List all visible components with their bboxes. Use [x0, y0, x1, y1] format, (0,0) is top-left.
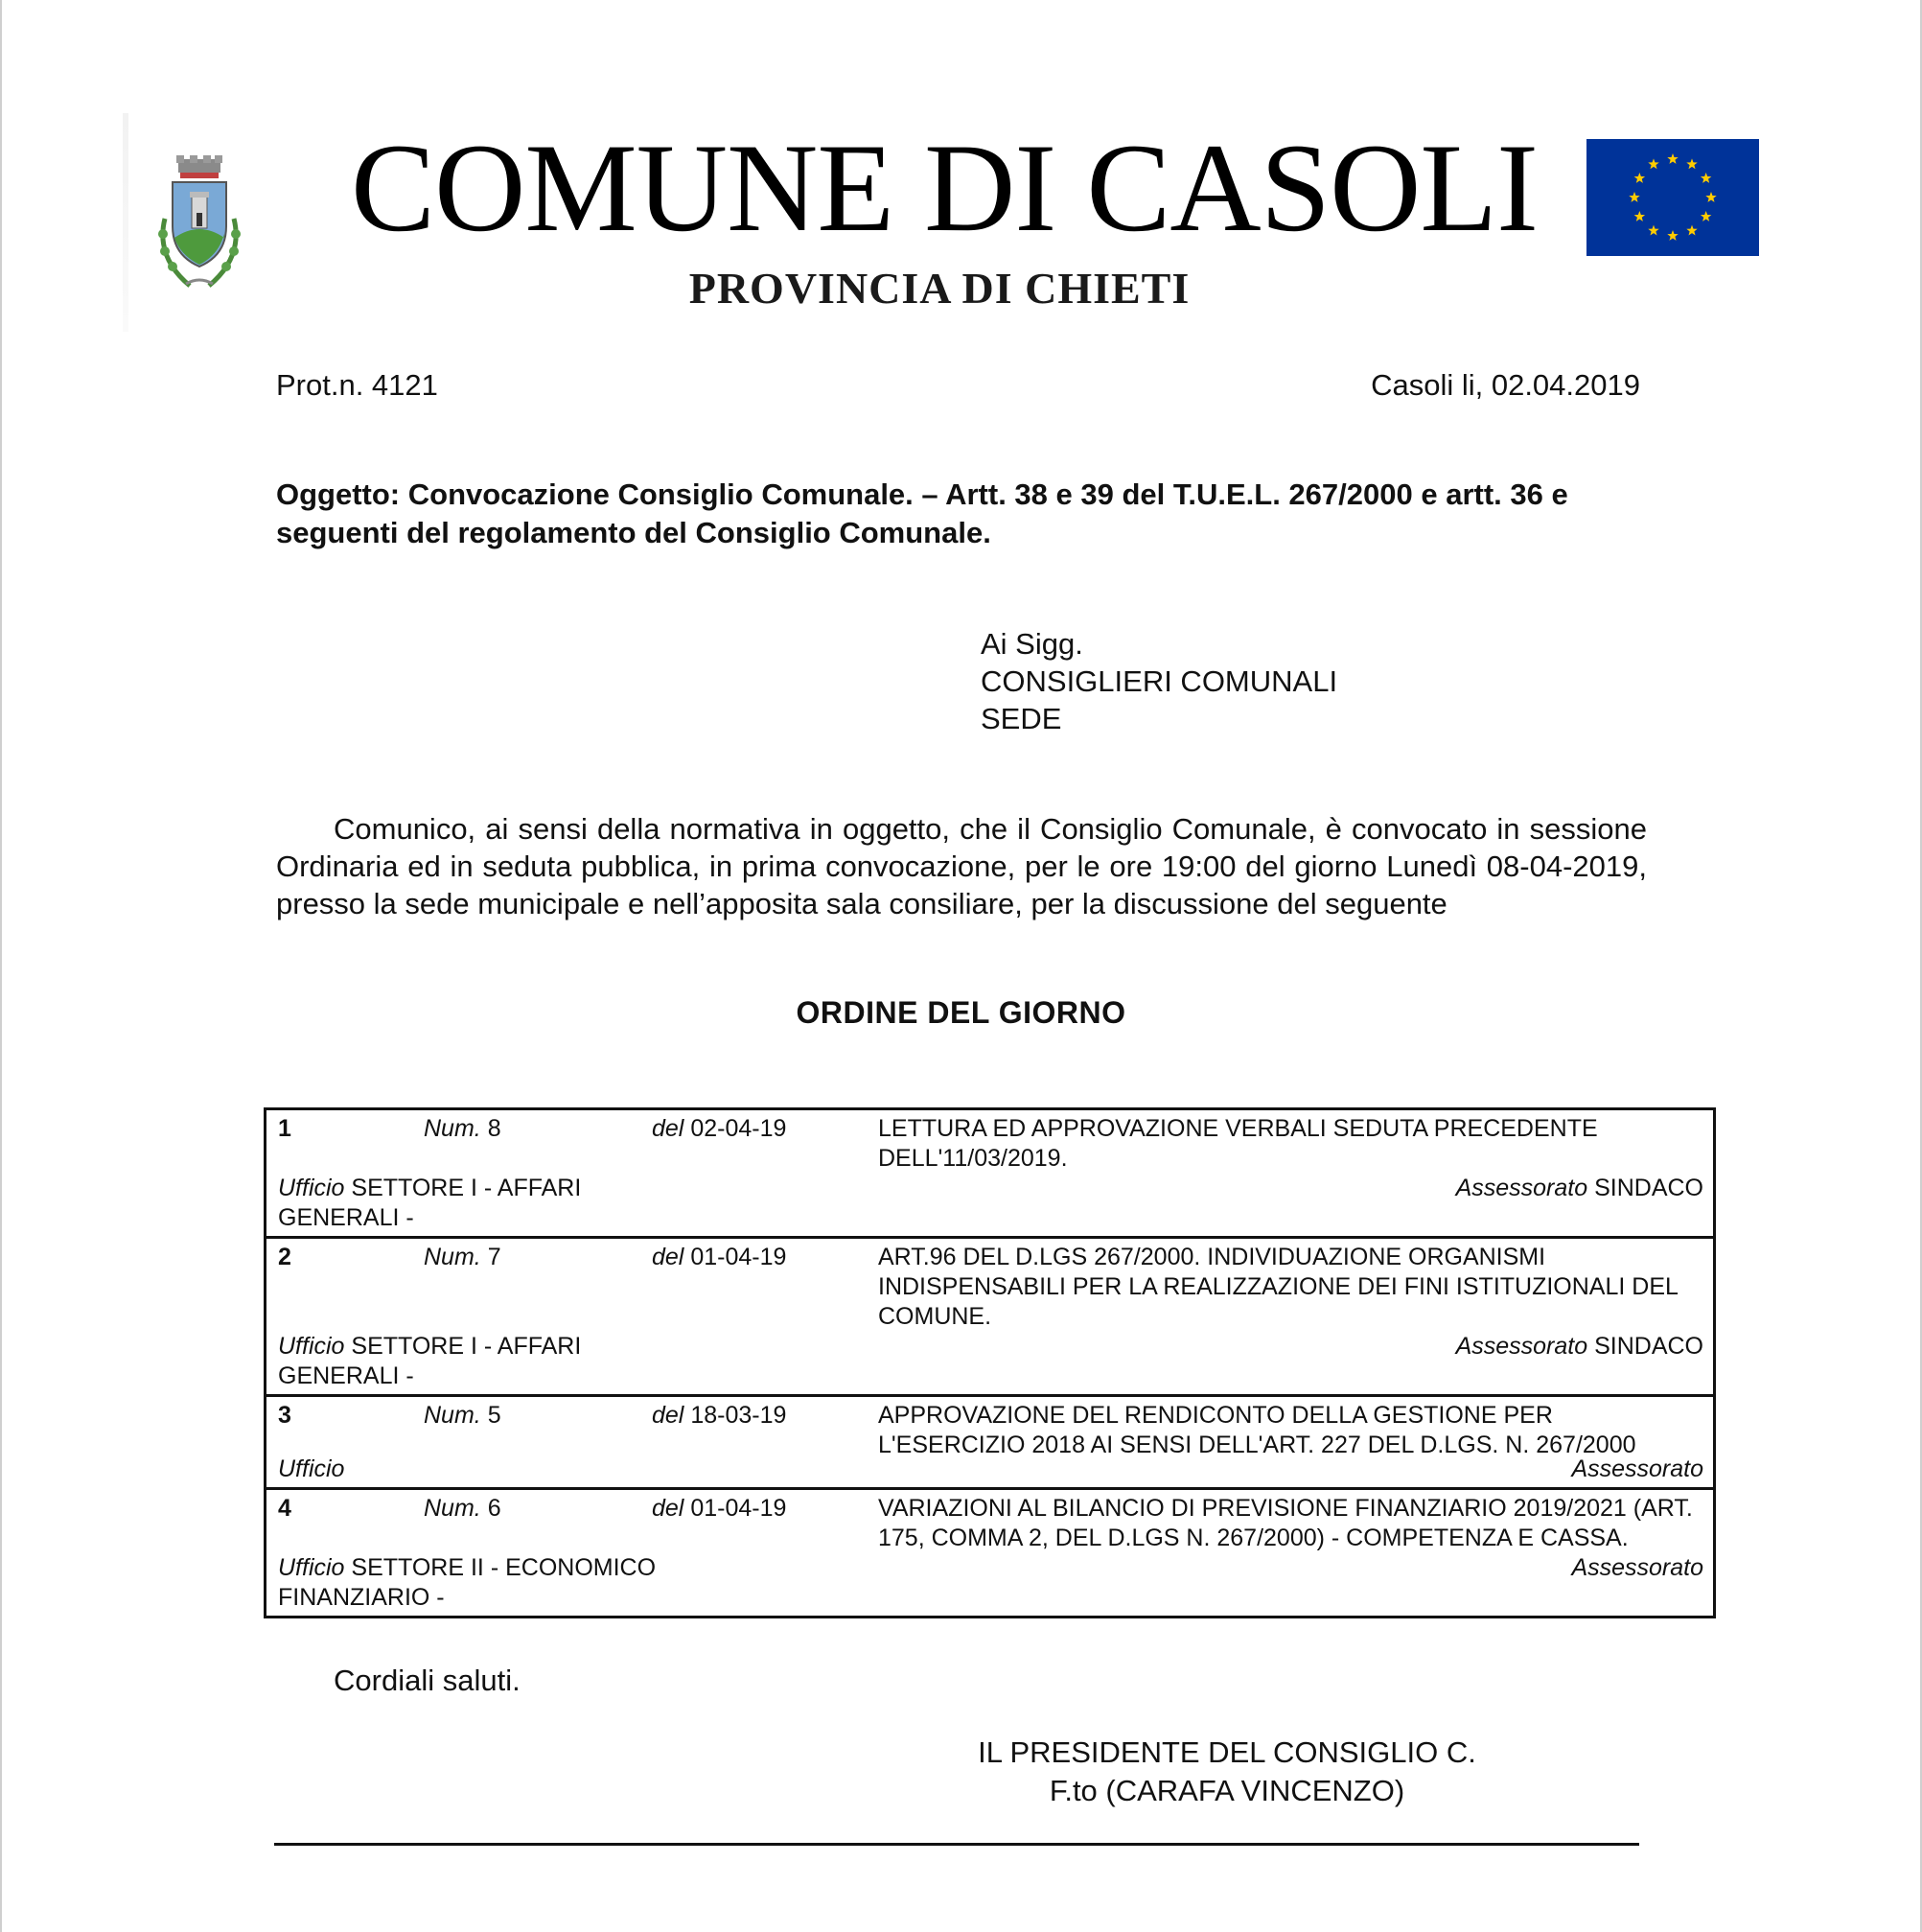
item-date: del 02-04-19 [652, 1115, 787, 1142]
agenda-title: ORDINE DEL GIORNO [796, 995, 1126, 1030]
item-number: Num. 7 [424, 1244, 501, 1270]
signature-block [920, 1734, 1534, 1810]
recipient-line: CONSIGLIERI COMUNALI [981, 664, 1338, 698]
item-date: del 01-04-19 [652, 1244, 787, 1270]
recipients-block [981, 625, 1337, 737]
place-and-date: Casoli li, 02.04.2019 [1371, 368, 1640, 402]
agenda-row [266, 1487, 1713, 1616]
item-description: VARIAZIONI AL BILANCIO DI PREVISIONE FINANZIARIO 2019/2021 (ART. 175, COMMA 2, DEL D.LGS N. 267/2000) - COMPETENZA E CASSA. [878, 1495, 1693, 1551]
item-assessorato: Assessorato SINDACO [1455, 1175, 1703, 1201]
item-index: 3 [278, 1402, 291, 1429]
province-subtitle: PROVINCIA DI CHIETI [688, 264, 1191, 313]
body-paragraph [276, 810, 1647, 922]
protocol-number: Prot.n. 4121 [276, 368, 438, 402]
item-description: LETTURA ED APPROVAZIONE VERBALI SEDUTA PRECEDENTE DELL'11/03/2019. [878, 1115, 1598, 1172]
recipient-line: Ai Sigg. [981, 627, 1083, 661]
item-description: APPROVAZIONE DEL RENDICONTO DELLA GESTIONE PER L'ESERCIZIO 2018 AI SENSI DELL'ART. 227 DEL D.LGS. N. 267/2000 [878, 1402, 1636, 1458]
item-office: Ufficio SETTORE I - AFFARI GENERALI - [278, 1333, 582, 1389]
item-date: del 01-04-19 [652, 1495, 787, 1522]
recipient-line: SEDE [981, 702, 1062, 735]
subject-line: Oggetto: Convocazione Consiglio Comunale. – Artt. 38 e 39 del T.U.E.L. 267/2000 e artt. 36 e seguenti del regolamento del Consiglio Comunale. [276, 477, 1568, 549]
signature-role: IL PRESIDENTE DEL CONSIGLIO C. [978, 1735, 1476, 1769]
item-assessorato: Assessorato [1571, 1554, 1703, 1581]
item-index: 1 [278, 1115, 291, 1142]
signature-name: F.to (CARAFA VINCENZO) [1049, 1774, 1405, 1807]
agenda-table [264, 1107, 1716, 1618]
item-number: Num. 5 [424, 1402, 501, 1429]
municipality-title: COMUNE DI CASOLI [351, 117, 1538, 258]
closing-greeting: Cordiali saluti. [334, 1664, 521, 1697]
item-office: Ufficio SETTORE I - AFFARI GENERALI - [278, 1175, 582, 1231]
item-description: ART.96 DEL D.LGS 267/2000. INDIVIDUAZIONE ORGANISMI INDISPENSABILI PER LA REALIZZAZIONE DEI FINI ISTITUZIONALI DEL COMUNE. [878, 1244, 1678, 1330]
agenda-row [266, 1110, 1713, 1236]
item-office: Ufficio [278, 1455, 345, 1482]
coat-of-arms-icon [123, 113, 265, 332]
item-office: Ufficio SETTORE II - ECONOMICO FINANZIARIO - [278, 1554, 657, 1611]
item-assessorato: Assessorato SINDACO [1455, 1333, 1703, 1360]
body-text: Comunico, ai sensi della normativa in oggetto, che il Consiglio Comunale, è convocato in sessione Ordinaria ed in seduta pubblica, in prima convocazione, per le ore 19:00 del giorno Lunedì 08-04-2019, presso la sede municipale e nell’apposita sala consiliare, per la discussione del seguente [276, 812, 1647, 920]
page-edge-left [0, 0, 2, 1932]
item-assessorato: Assessorato [1571, 1455, 1703, 1482]
item-index: 2 [278, 1244, 291, 1270]
agenda-row [266, 1394, 1713, 1487]
agenda-row [266, 1236, 1713, 1394]
item-number: Num. 6 [424, 1495, 501, 1522]
footer-divider [274, 1843, 1639, 1846]
eu-flag-icon [1586, 139, 1759, 256]
item-index: 4 [278, 1495, 291, 1522]
item-number: Num. 8 [424, 1115, 501, 1142]
item-date: del 18-03-19 [652, 1402, 787, 1429]
